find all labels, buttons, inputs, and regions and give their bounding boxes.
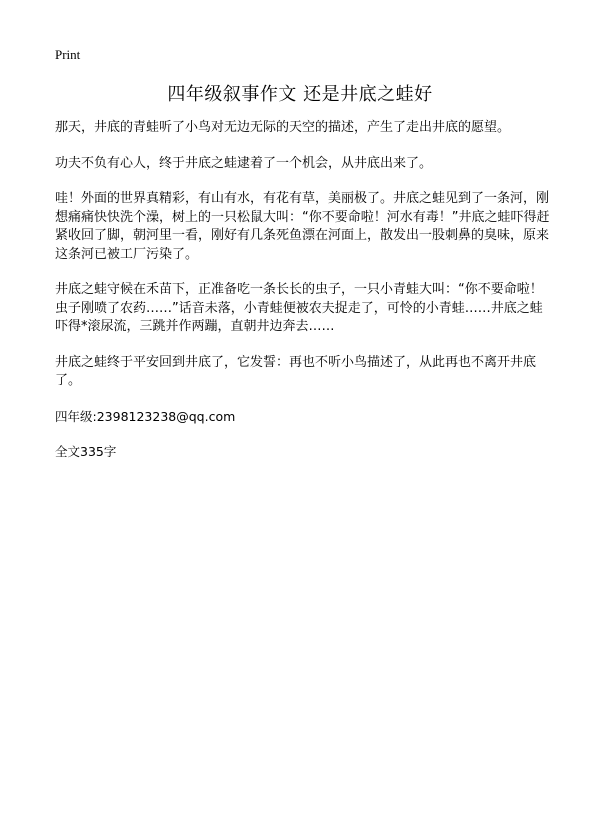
article-body [55, 119, 555, 478]
author-contact: 四年级:2398123238@qq.com [55, 408, 236, 424]
article-title: 四年级叙事作文 还是井底之蛙好 [167, 84, 433, 105]
article-paragraph: 井底之蛙守候在禾苗下，正准备吃一条长长的虫子，一只小青蛙大叫：“你不要命啦！虫子刚喷了农药……”话音未落，小青蛙便被农夫捉走了，可怜的小青蛙……井底之蛙吓得*滚尿流，三跳并作两蹦，直朝井边奔去…… [55, 282, 543, 334]
article-paragraph: 哇！外面的世界真精彩，有山有水，有花有草，美丽极了。井底之蛙见到了一条河，刚想痛痛快快洗个澡，树上的一只松鼠大叫：“你不要命啦！河水有毒！”井底之蛙吓得赶紧收回了脚，朝河里一看，刚好有几条死鱼漂在河面上，散发出一股刺鼻的臭味，原来这条河已被工厂污染了。 [55, 191, 550, 262]
article-paragraph: 井底之蛙终于平安回到井底了，它发誓：再也不听小鸟描述了，从此再也不离开井底了。 [55, 354, 537, 388]
word-count: 全文335字 [55, 443, 117, 459]
article-paragraph: 那天，井底的青蛙听了小鸟对无边无际的天空的描述，产生了走出井底的愿望。 [55, 120, 511, 135]
article-paragraph: 功夫不负有心人，终于井底之蛙逮着了一个机会，从井底出来了。 [55, 155, 433, 171]
print-link[interactable]: Print [55, 47, 81, 62]
